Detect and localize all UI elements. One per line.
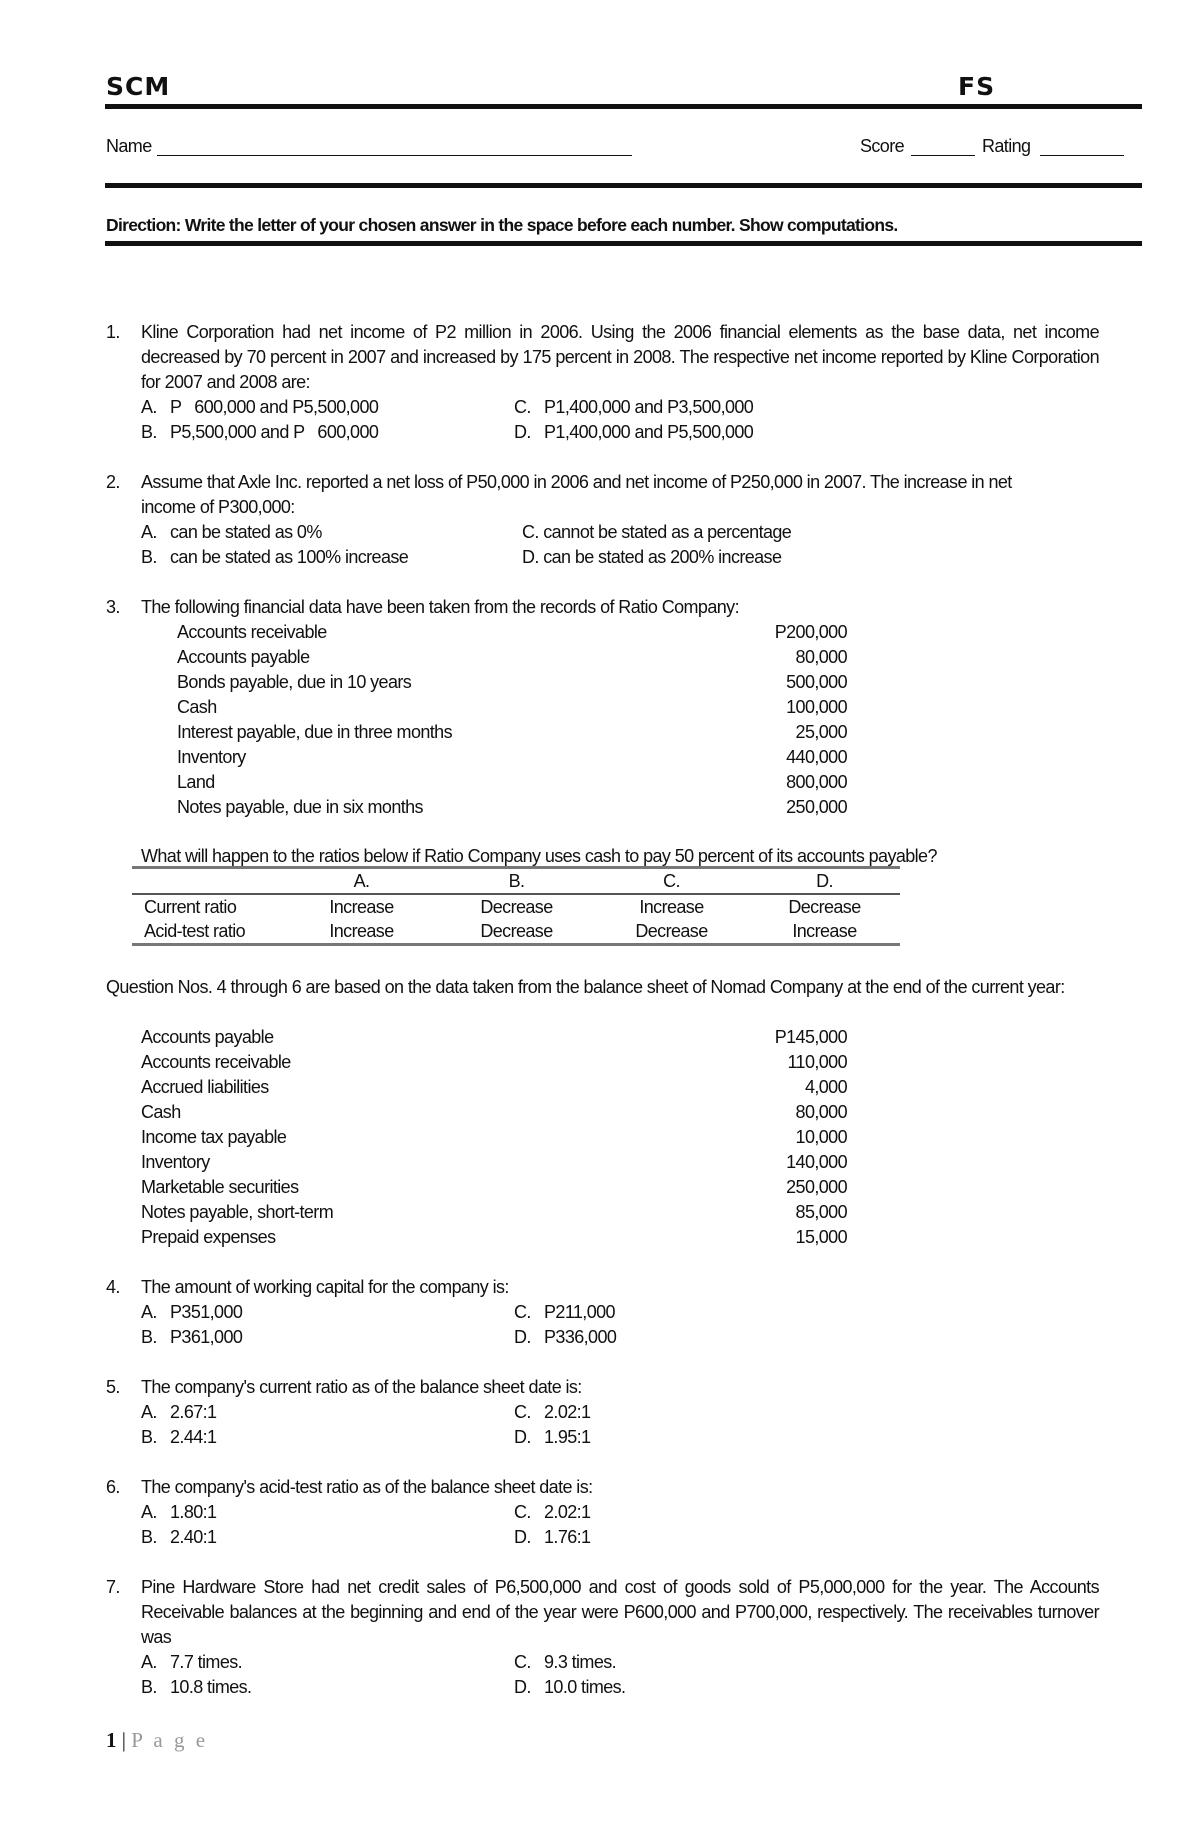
score-field[interactable] xyxy=(911,155,975,156)
item-label: Accounts payable xyxy=(177,647,310,667)
q7-text: Pine Hardware Store had net credit sales of P6,500,000 and cost of goods sold of P5,000,000 for the year. The Accounts Receivable balances at the beginning and end of the year were P600,000 and P700,000, respectively. The receivables turnover was xyxy=(141,1577,1099,1647)
list-item xyxy=(141,1125,847,1150)
list-item xyxy=(177,645,847,670)
direction-rule xyxy=(105,241,1142,246)
page-number: 1 xyxy=(106,1728,117,1752)
q7-option-b: B. 10.8 times. xyxy=(141,1677,252,1697)
list-item xyxy=(177,745,847,770)
q6-option-d: D. 1.76:1 xyxy=(514,1527,591,1547)
q7-option-a: A. 7.7 times. xyxy=(141,1652,243,1672)
footer-separator: | xyxy=(121,1728,126,1752)
q3-data-list xyxy=(177,620,847,820)
ratio-table xyxy=(132,866,900,946)
page-footer xyxy=(106,1728,208,1753)
q1-option-a: A. P 600,000 and P5,500,000 xyxy=(141,397,379,417)
table-cell: Decrease xyxy=(594,919,749,945)
item-label: Cash xyxy=(141,1102,181,1122)
q7-number: 7. xyxy=(106,1577,120,1597)
q5-option-d: D. 1.95:1 xyxy=(514,1427,591,1447)
item-label: Interest payable, due in three months xyxy=(177,722,452,742)
table-cell: Decrease xyxy=(480,897,553,917)
list-item xyxy=(141,1100,847,1125)
q2-option-c: C. cannot be stated as a percentage xyxy=(522,522,792,542)
item-value: 80,000 xyxy=(795,647,847,667)
list-item xyxy=(141,1075,847,1100)
name-label: Name xyxy=(106,136,152,156)
q6-number: 6. xyxy=(106,1477,120,1497)
q3-intro: The following financial data have been taken from the records of Ratio Company: xyxy=(141,597,739,617)
header-rule xyxy=(105,104,1142,109)
table-header-row xyxy=(132,868,900,895)
q6-text: The company's acid-test ratio as of the balance sheet date is: xyxy=(141,1477,593,1497)
q4-option-b: B. P361,000 xyxy=(141,1327,243,1347)
item-value: 25,000 xyxy=(795,722,847,742)
q6-option-b: B. 2.40:1 xyxy=(141,1527,217,1547)
q6-option-c: C. 2.02:1 xyxy=(514,1502,591,1522)
q7-option-d: D. 10.0 times. xyxy=(514,1677,626,1697)
q7-option-c: C. 9.3 times. xyxy=(514,1652,617,1672)
item-label: Accounts receivable xyxy=(141,1052,291,1072)
item-label: Notes payable, due in six months xyxy=(177,797,423,817)
list-item xyxy=(141,1175,847,1200)
header-right-code: FS xyxy=(958,72,996,101)
item-label: Prepaid expenses xyxy=(141,1227,276,1247)
table-header-cell: A. xyxy=(284,868,439,895)
table-cell: Current ratio xyxy=(144,897,237,917)
nomad-intro: Question Nos. 4 through 6 are based on the data taken from the balance sheet of Nomad Company at the end of the current year: xyxy=(106,977,1065,997)
q1-option-b: B. P5,500,000 and P 600,000 xyxy=(141,422,379,442)
table-header-cell xyxy=(132,868,284,895)
table-header-cell: D. xyxy=(749,868,900,895)
item-value: 100,000 xyxy=(786,697,847,717)
q2-text-line1: Assume that Axle Inc. reported a net loss of P50,000 in 2006 and net income of P250,000 in 2007. The increase in net xyxy=(141,472,1012,492)
item-label: Land xyxy=(177,772,215,792)
q4-option-d: D. P336,000 xyxy=(514,1327,617,1347)
item-value: 440,000 xyxy=(786,747,847,767)
item-label: Notes payable, short-term xyxy=(141,1202,334,1222)
q4-option-c: C. P211,000 xyxy=(514,1302,615,1322)
q6-option-a: A. 1.80:1 xyxy=(141,1502,217,1522)
list-item xyxy=(177,695,847,720)
item-value: 110,000 xyxy=(787,1052,847,1072)
item-value: 500,000 xyxy=(786,672,847,692)
q5-number: 5. xyxy=(106,1377,120,1397)
list-item xyxy=(177,670,847,695)
list-item xyxy=(177,770,847,795)
item-label: Accounts receivable xyxy=(177,622,327,642)
item-label: Marketable securities xyxy=(141,1177,299,1197)
q2-number: 2. xyxy=(106,472,120,492)
list-item xyxy=(141,1225,847,1250)
item-label: Inventory xyxy=(141,1152,210,1172)
list-item xyxy=(177,795,847,820)
item-value: 4,000 xyxy=(804,1077,847,1097)
item-label: Accrued liabilities xyxy=(141,1077,269,1097)
table-row xyxy=(132,894,900,919)
q1-number: 1. xyxy=(106,322,120,342)
table-row xyxy=(132,919,900,945)
q5-option-a: A. 2.67:1 xyxy=(141,1402,217,1422)
q4-text: The amount of working capital for the company is: xyxy=(141,1277,509,1297)
q5-option-b: B. 2.44:1 xyxy=(141,1427,217,1447)
item-value: P145,000 xyxy=(774,1027,847,1047)
direction-text: Direction: Write the letter of your chosen answer in the space before each number. Show computations. xyxy=(106,215,898,235)
item-value: 800,000 xyxy=(786,772,847,792)
rating-field[interactable] xyxy=(1040,155,1124,156)
table-cell: Acid-test ratio xyxy=(132,919,284,945)
item-value: 250,000 xyxy=(786,1177,847,1197)
table-cell: Decrease xyxy=(439,919,594,945)
q4-number: 4. xyxy=(106,1277,120,1297)
q1-option-d: D. P1,400,000 and P5,500,000 xyxy=(514,422,754,442)
item-value: 10,000 xyxy=(795,1127,847,1147)
list-item xyxy=(141,1150,847,1175)
rating-label: Rating xyxy=(982,136,1031,156)
item-label: Cash xyxy=(177,697,217,717)
q2-option-b: B. can be stated as 100% increase xyxy=(141,547,409,567)
item-value: 250,000 xyxy=(786,797,847,817)
q1-text: Kline Corporation had net income of P2 million in 2006. Using the 2006 financial elements as the base data, net income decreased by 70 percent in 2007 and increased by 175 percent in 2008. The respective net income reported by Kline Corporation for 2007 and 2008 are: xyxy=(141,322,1099,392)
item-value: 15,000 xyxy=(795,1227,847,1247)
table-header-cell: B. xyxy=(439,868,594,895)
q5-option-c: C. 2.02:1 xyxy=(514,1402,591,1422)
table-header-cell: C. xyxy=(594,868,749,895)
page-label: P a g e xyxy=(131,1728,209,1752)
q4-option-a: A. P351,000 xyxy=(141,1302,243,1322)
list-item xyxy=(177,720,847,745)
score-label: Score xyxy=(860,136,905,156)
item-value: 85,000 xyxy=(795,1202,847,1222)
nomad-data-list xyxy=(141,1025,847,1250)
table-cell: Increase xyxy=(284,919,439,945)
q2-option-a: A. can be stated as 0% xyxy=(141,522,322,542)
q3-question: What will happen to the ratios below if Ratio Company uses cash to pay 50 percent of its accounts payable? xyxy=(141,846,937,866)
item-value: 80,000 xyxy=(795,1102,847,1122)
q2-option-d: D. can be stated as 200% increase xyxy=(522,547,782,567)
item-label: Income tax payable xyxy=(141,1127,287,1147)
name-field[interactable] xyxy=(157,155,632,156)
header-left-code: SCM xyxy=(106,72,171,101)
item-label: Inventory xyxy=(177,747,246,767)
item-label: Accounts payable xyxy=(141,1027,274,1047)
q5-text: The company's current ratio as of the balance sheet date is: xyxy=(141,1377,582,1397)
list-item xyxy=(141,1025,847,1050)
item-value: P200,000 xyxy=(774,622,847,642)
table-cell: Increase xyxy=(749,919,900,945)
table-cell: Increase xyxy=(329,897,394,917)
table-cell: Increase xyxy=(639,897,704,917)
list-item xyxy=(141,1050,847,1075)
item-value: 140,000 xyxy=(786,1152,847,1172)
q3-number: 3. xyxy=(106,597,120,617)
list-item xyxy=(177,620,847,645)
info-rule xyxy=(105,183,1142,188)
list-item xyxy=(141,1200,847,1225)
q1-option-c: C. P1,400,000 and P3,500,000 xyxy=(514,397,754,417)
table-cell: Decrease xyxy=(788,897,861,917)
item-label: Bonds payable, due in 10 years xyxy=(177,672,412,692)
q2-text-line2: income of P300,000: xyxy=(141,497,295,517)
